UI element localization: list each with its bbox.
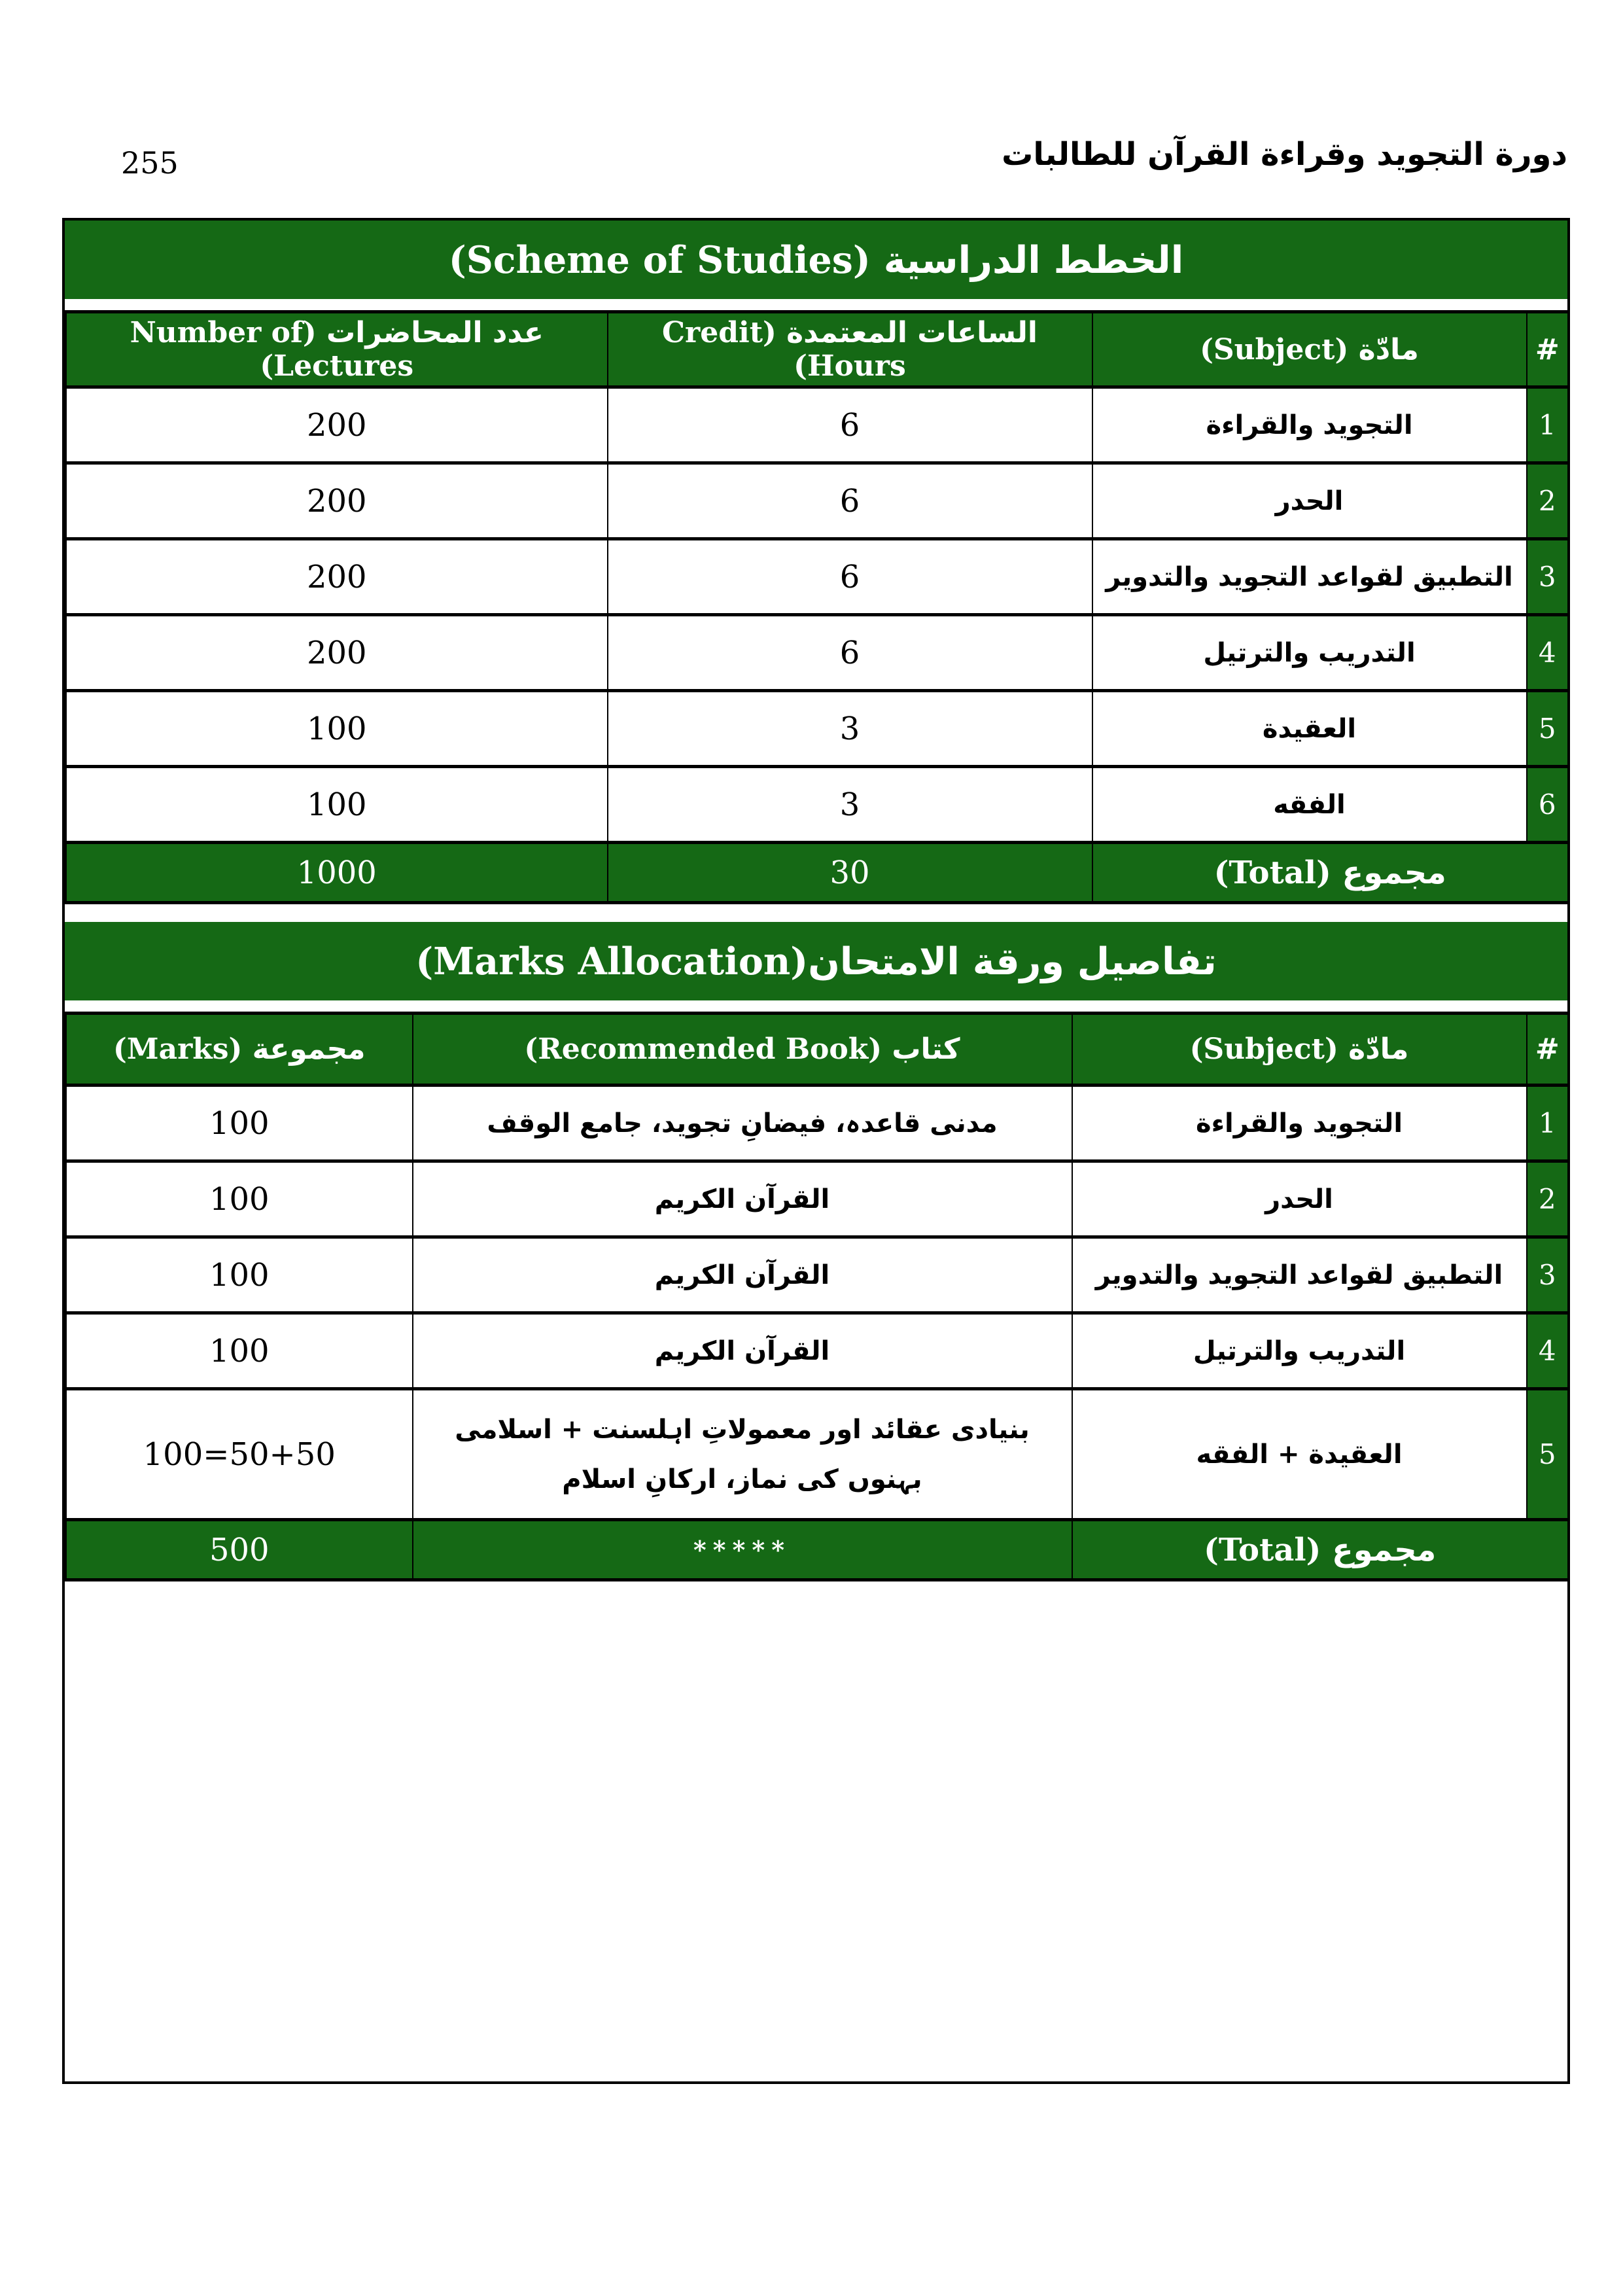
lectures-cell: 200: [66, 463, 608, 539]
marks-cell: 100: [66, 1313, 413, 1389]
column-header-subject: مادّة (Subject): [1092, 312, 1527, 387]
book-cell: مدنی قاعدہ، فیضانِ تجوید، جامع الوقف: [413, 1086, 1072, 1161]
lectures-cell: 200: [66, 615, 608, 691]
credit-hours-cell: 6: [608, 539, 1092, 615]
table-row: [66, 539, 1569, 615]
lectures-cell: 100: [66, 767, 608, 843]
row-number-cell: 5: [1527, 1389, 1569, 1520]
total-label-cell: مجموع (Total): [1072, 1520, 1569, 1580]
table-row: [66, 1086, 1569, 1161]
row-number-cell: 6: [1527, 767, 1569, 843]
scheme-header-row: [66, 312, 1569, 387]
subject-cell: التطبيق لقواعد التجويد والتدوير: [1092, 539, 1527, 615]
table-row: [66, 1161, 1569, 1237]
spacer: [65, 299, 1567, 310]
marks-header-row: [66, 1014, 1569, 1086]
total-lectures-cell: 1000: [66, 843, 608, 903]
credit-hours-cell: 3: [608, 691, 1092, 767]
row-number-cell: 1: [1527, 387, 1569, 463]
table-row: [66, 1237, 1569, 1313]
column-header-subject: مادّة (Subject): [1072, 1014, 1527, 1086]
marks-cell: 100: [66, 1237, 413, 1313]
subject-cell: الحدر: [1072, 1161, 1527, 1237]
credit-hours-cell: 6: [608, 463, 1092, 539]
subject-cell: التدريب والترتيل: [1092, 615, 1527, 691]
subject-cell: التدريب والترتيل: [1072, 1313, 1527, 1389]
table-row: [66, 1313, 1569, 1389]
lectures-cell: 200: [66, 387, 608, 463]
book-cell: القرآن الكريم: [413, 1313, 1072, 1389]
book-cell: القرآن الكريم: [413, 1161, 1072, 1237]
table-row: [66, 615, 1569, 691]
marks-section-title: تفاصيل ورقة الامتحان(Marks Allocation): [65, 922, 1567, 1000]
table-row: [66, 691, 1569, 767]
column-header-book: كتاب (Recommended Book): [413, 1014, 1072, 1086]
credit-hours-cell: 6: [608, 615, 1092, 691]
column-header-number: #: [1527, 1014, 1569, 1086]
row-number-cell: 3: [1527, 539, 1569, 615]
row-number-cell: 5: [1527, 691, 1569, 767]
row-number-cell: 3: [1527, 1237, 1569, 1313]
credit-hours-cell: 6: [608, 387, 1092, 463]
total-marks-cell: 500: [66, 1520, 413, 1580]
lectures-cell: 200: [66, 539, 608, 615]
subject-cell: الحدر: [1092, 463, 1527, 539]
column-header-number: #: [1527, 312, 1569, 387]
subject-cell: التطبيق لقواعد التجويد والتدوير: [1072, 1237, 1527, 1313]
subject-cell: التجويد والقراءة: [1072, 1086, 1527, 1161]
total-row: [66, 1520, 1569, 1580]
scheme-table: [65, 310, 1569, 904]
marks-cell: 100=50+50: [66, 1389, 413, 1520]
subject-cell: العقيدة: [1092, 691, 1527, 767]
table-row: [66, 463, 1569, 539]
table-row: [66, 387, 1569, 463]
subject-cell: التجويد والقراءة: [1092, 387, 1527, 463]
subject-cell: العقيدة + الفقه: [1072, 1389, 1527, 1520]
row-number-cell: 2: [1527, 463, 1569, 539]
content-frame: [62, 218, 1570, 2084]
row-number-cell: 4: [1527, 615, 1569, 691]
table-row: [66, 767, 1569, 843]
asterisks-cell: *****: [413, 1520, 1072, 1580]
marks-cell: 100: [66, 1161, 413, 1237]
column-header-marks: مجموعة (Marks): [66, 1014, 413, 1086]
column-header-lectures: عدد المحاضرات (Number of Lectures): [66, 312, 608, 387]
scheme-section-title: الخطط الدراسية (Scheme of Studies): [65, 221, 1567, 299]
spacer: [65, 904, 1567, 922]
page-number: 255: [121, 145, 179, 181]
book-cell: بنیادی عقائد اور معمولاتِ اہلسنت + اسلامی بہنوں کی نماز، ارکانِ اسلام: [413, 1389, 1072, 1520]
column-header-credit-hours: الساعات المعتمدة (Credit Hours): [608, 312, 1092, 387]
book-cell: القرآن الكريم: [413, 1237, 1072, 1313]
total-credit-hours-cell: 30: [608, 843, 1092, 903]
credit-hours-cell: 3: [608, 767, 1092, 843]
table-row: [66, 1389, 1569, 1520]
row-number-cell: 1: [1527, 1086, 1569, 1161]
total-row: [66, 843, 1569, 903]
document-header-title: دورة التجويد وقراءة القرآن للطالبات: [1002, 136, 1567, 173]
row-number-cell: 2: [1527, 1161, 1569, 1237]
marks-table: [65, 1012, 1569, 1581]
total-label-cell: مجموع (Total): [1092, 843, 1569, 903]
marks-cell: 100: [66, 1086, 413, 1161]
row-number-cell: 4: [1527, 1313, 1569, 1389]
subject-cell: الفقه: [1092, 767, 1527, 843]
spacer: [65, 1000, 1567, 1012]
lectures-cell: 100: [66, 691, 608, 767]
